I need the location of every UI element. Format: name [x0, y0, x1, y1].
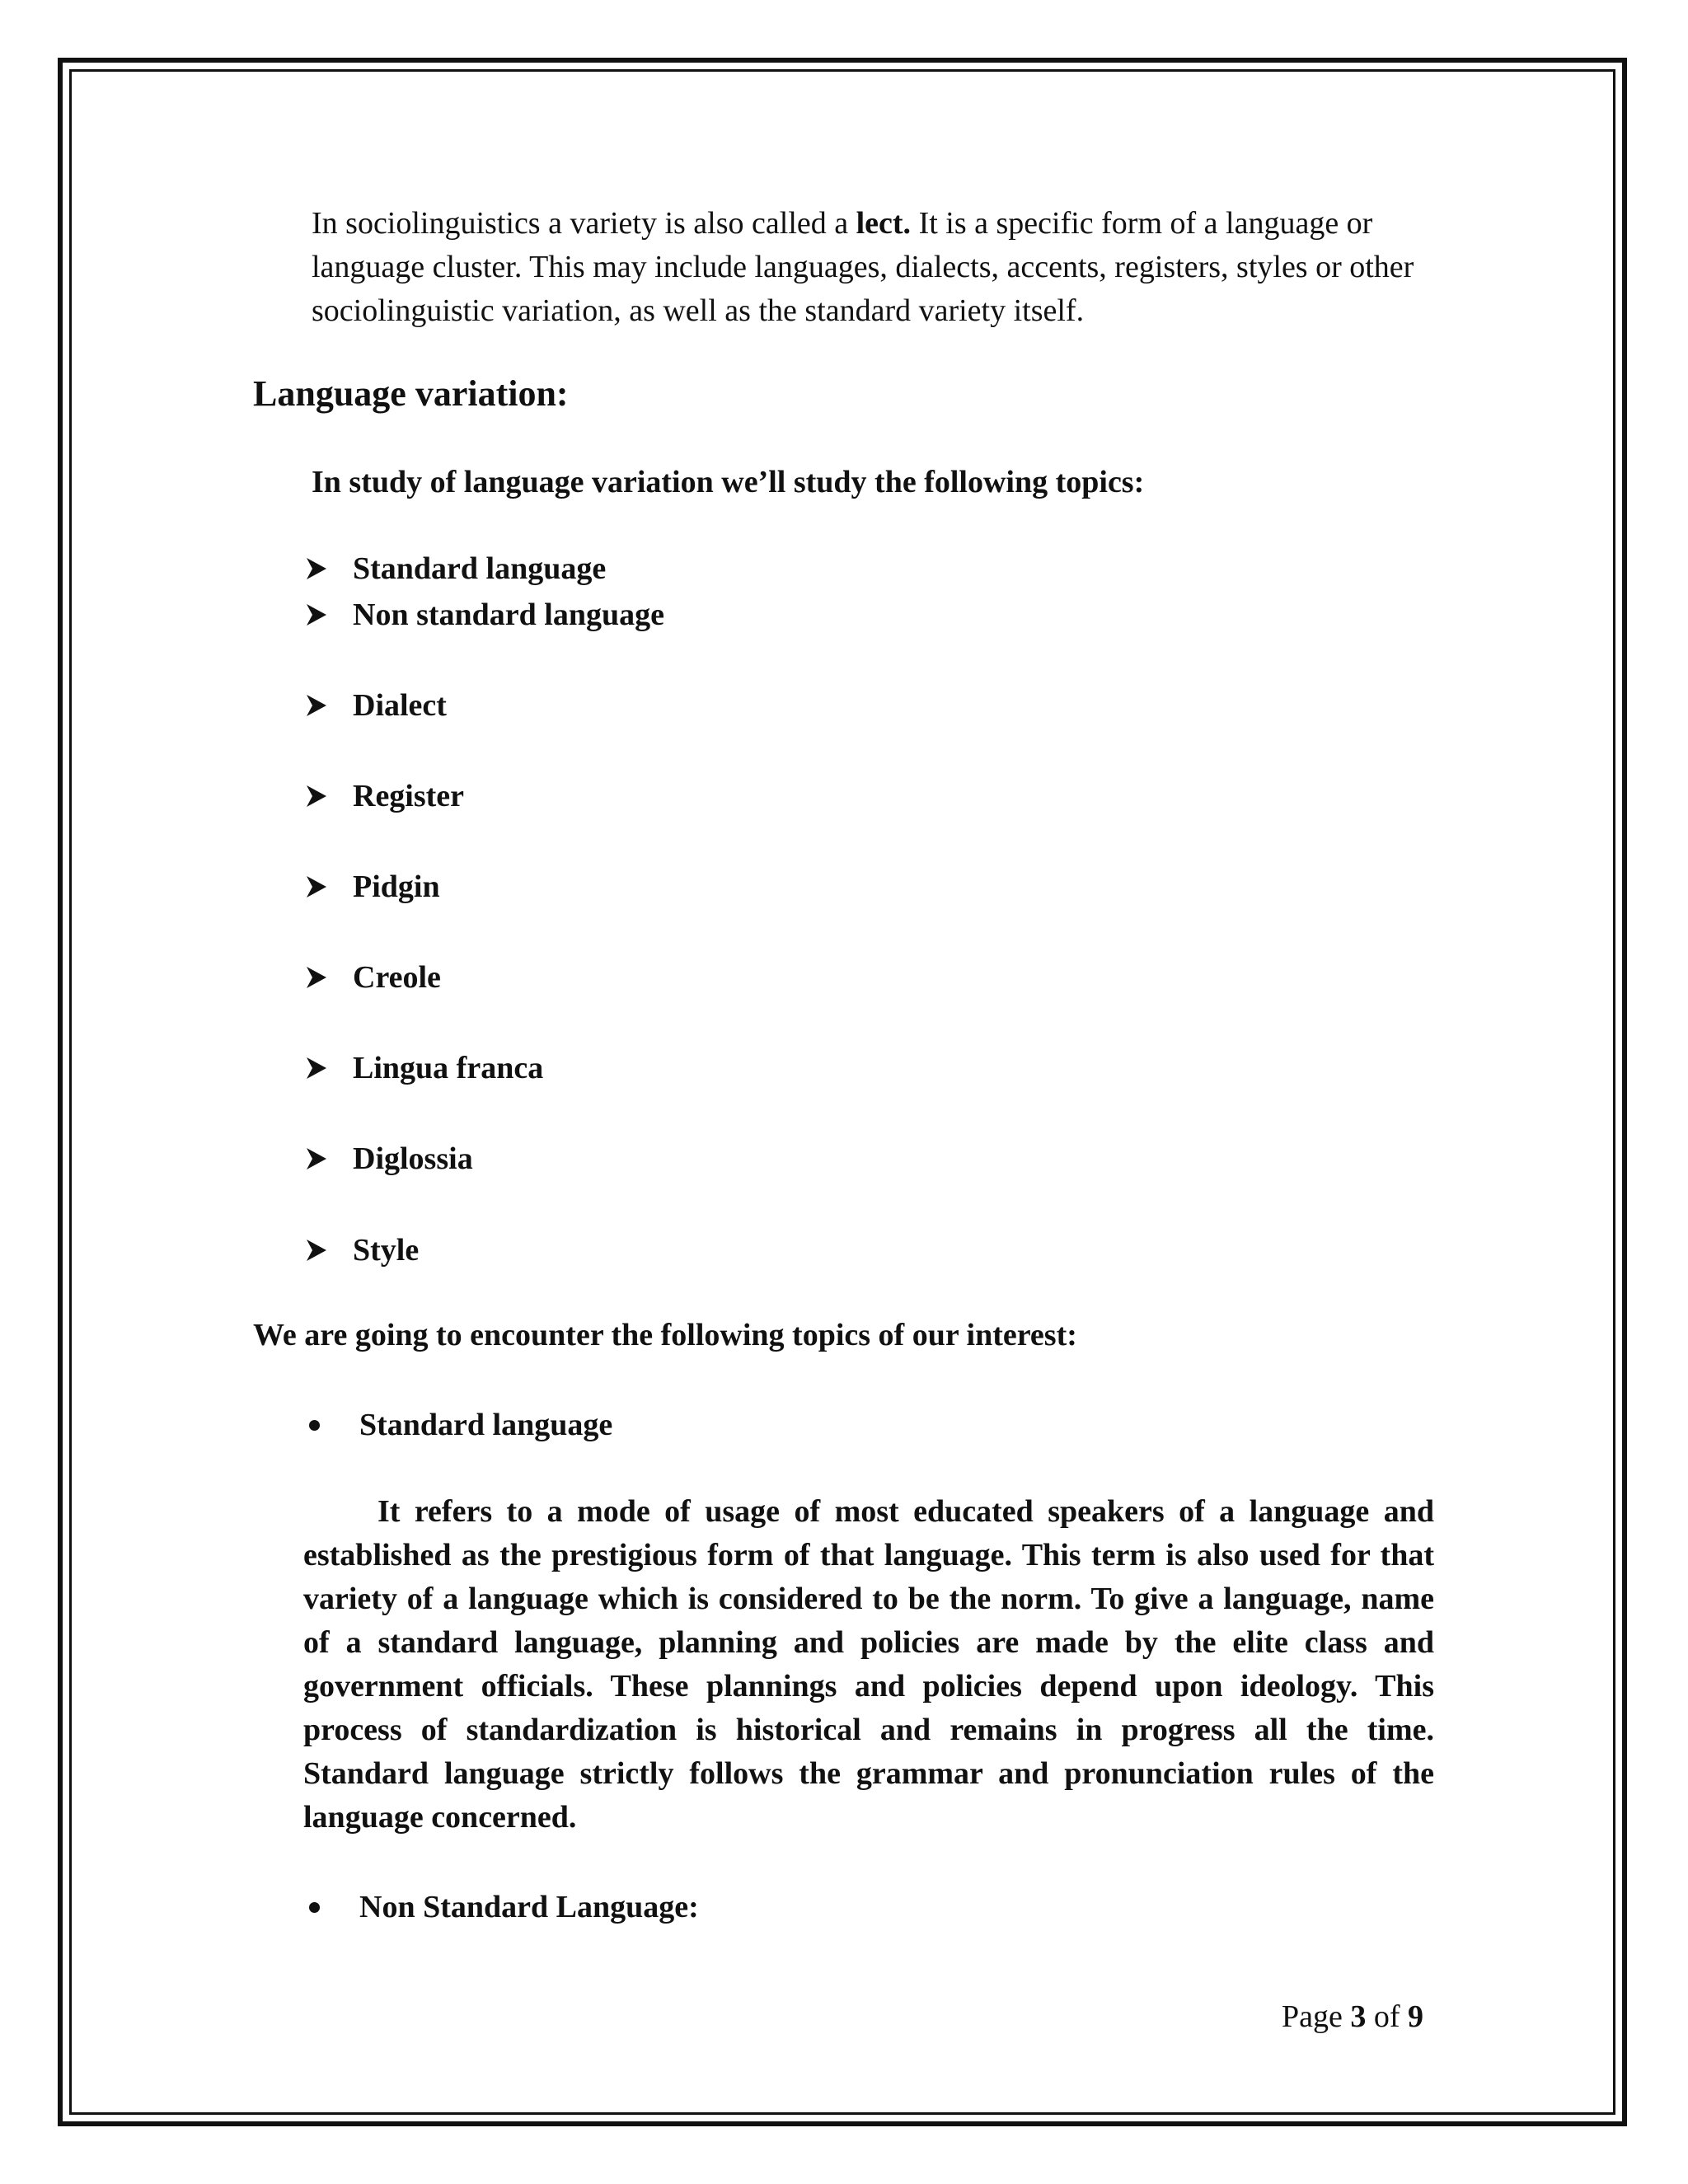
topic-item	[305, 1230, 419, 1271]
topic-label: Creole	[353, 960, 441, 995]
intro-text-end: It is a specific form of a language or language cluster. This may include languages, dialects, accents, registers, styles or other sociolinguistic variation, as well as the standard variety itself.	[312, 206, 1414, 328]
page-of: of	[1366, 1999, 1409, 2034]
bullet-label: Non Standard Language:	[359, 1890, 699, 1924]
page-number	[1282, 1999, 1423, 2035]
arrow-bullet-icon	[305, 693, 328, 718]
section-heading: Language variation:	[253, 373, 569, 414]
arrow-bullet-icon	[305, 874, 328, 899]
intro-text-start: In sociolinguistics a variety is also called a	[312, 206, 856, 241]
arrow-bullet-icon	[305, 784, 328, 808]
bullet-label: Standard language	[359, 1408, 613, 1442]
topic-label: Diglossia	[353, 1141, 473, 1176]
arrow-bullet-icon	[305, 1146, 328, 1171]
arrow-bullet-icon	[305, 1056, 328, 1080]
topic-item	[305, 776, 464, 817]
topic-item	[305, 1047, 543, 1089]
bullet-dot-icon	[309, 1420, 320, 1431]
topic-label: Register	[353, 779, 465, 813]
bullet-item-non-standard	[309, 1886, 699, 1928]
standard-language-text: It refers to a mode of usage of most educated speakers of a language and established as the prestigious form of that language. This term is also used for that variety of a language which is considered to be the norm. To give a language, name of a standard language, planning and policies are made by the elite class and government officials. These plannings and policies depend upon ideology. This process of standardization is historical and remains in progress all the time. Standard language strictly follows the grammar and pronunciation rules of the language concerned.	[303, 1494, 1434, 1835]
page-total: 9	[1408, 1999, 1424, 2034]
topic-item	[305, 957, 441, 998]
arrow-bullet-icon	[305, 965, 328, 990]
topic-item	[305, 594, 664, 635]
arrow-bullet-icon	[305, 602, 328, 627]
intro-bold-term: lect.	[856, 206, 912, 241]
topic-item	[305, 685, 447, 726]
arrow-bullet-icon	[305, 556, 328, 581]
standard-language-paragraph	[303, 1490, 1434, 1840]
topics-lead-line: In study of language variation we’ll study the following topics:	[312, 465, 1145, 499]
bullet-item-standard	[309, 1404, 612, 1446]
page-prefix: Page	[1282, 1999, 1351, 2034]
encounter-line: We are going to encounter the following topics of our interest:	[253, 1318, 1077, 1352]
page-current: 3	[1350, 1999, 1367, 2034]
topic-item	[305, 1138, 473, 1179]
intro-paragraph	[253, 202, 1493, 333]
topic-label: Standard language	[353, 551, 607, 586]
topic-label: Pidgin	[353, 869, 440, 904]
topic-item	[305, 548, 606, 589]
arrow-bullet-icon	[305, 1238, 328, 1263]
topic-label: Lingua franca	[353, 1051, 544, 1085]
topic-label: Style	[353, 1233, 420, 1268]
bullet-dot-icon	[309, 1902, 320, 1913]
topic-label: Dialect	[353, 688, 447, 723]
topic-item	[305, 866, 440, 907]
topic-label: Non standard language	[353, 598, 664, 632]
